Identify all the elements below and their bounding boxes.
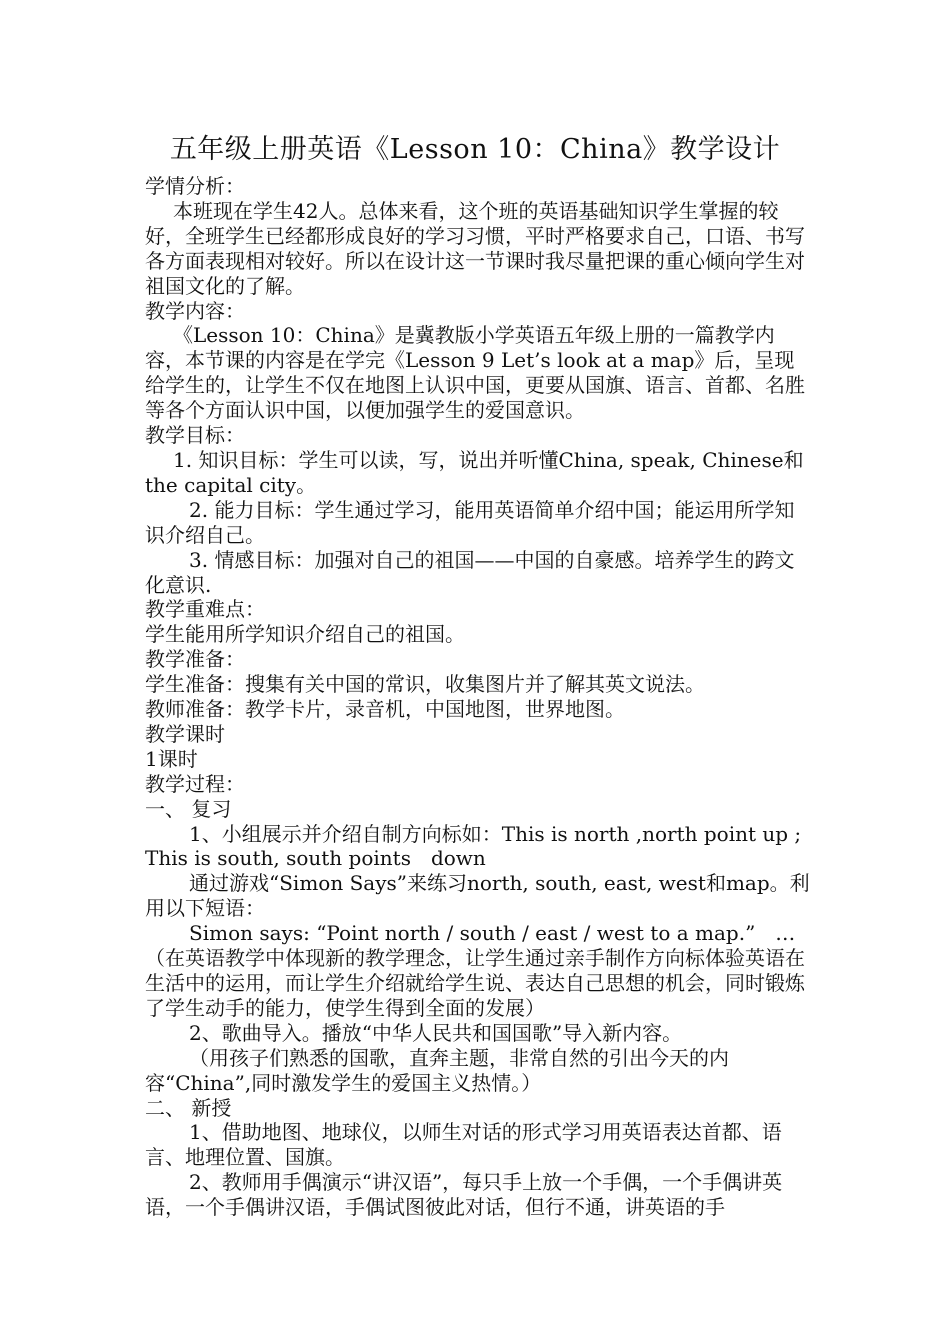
- paragraph-content: 《Lesson 10：China》是冀教版小学英语五年级上册的一篇教学内容，本节课的内容是在学完《Lesson 9 Let’s look at a map》后，呈现给学生的，让学生不仅在地图上认识中国，更要从国旗、语言、首都、名胜等各个方面认识中国，以便加强学生的爱国意识。: [145, 323, 805, 423]
- section-heading-content: 教学内容：: [145, 298, 245, 323]
- section-heading-objectives: 教学目标：: [145, 423, 245, 448]
- paragraph-student-preparation: 学生准备：搜集有关中国的常识，收集图片并了解其英文说法。: [145, 672, 705, 697]
- section-heading-class-hours: 教学课时: [145, 721, 225, 746]
- step-review-simon-says: Simon says: “Point north / south / east / west to a map.” …（在英语教学中体现新的教学理念，让学生通过亲手制作方向标体验英语在生活中的运用，而让学生介绍就给学生说、表达自己思想的机会，同时锻炼了学生动手的能力，使学生得到全面的发展）: [145, 921, 805, 1020]
- section-heading-preparation: 教学准备：: [145, 647, 245, 672]
- document-body: [145, 174, 810, 1220]
- section-heading-key-points: 教学重难点：: [145, 597, 265, 622]
- paragraph-teacher-preparation: 教师准备：教学卡片，录音机，中国地图，世界地图。: [145, 697, 625, 722]
- paragraph-student-analysis: 本班现在学生42人。总体来看，这个班的英语基础知识学生掌握的较好，全班学生已经都形成良好的学习习惯，平时严格要求自己，口语、书写各方面表现相对较好。所以在设计这一节课时我尽量把课的重心倾向学生对祖国文化的了解。: [145, 198, 805, 298]
- step-new-item-1: 1、借助地图、地球仪，以师生对话的形式学习用英语表达首都、语言、地理位置、国旗。: [145, 1120, 782, 1170]
- paragraph-key-points: 学生能用所学知识介绍自己的祖国。: [145, 622, 465, 647]
- objective-knowledge: 1. 知识目标：学生可以读，写，说出并听懂China, speak, Chinese和the capital city。: [145, 447, 804, 497]
- step-heading-new-teaching: 二、 新授: [145, 1095, 232, 1120]
- section-heading-student-analysis: 学情分析：: [145, 174, 245, 198]
- objective-emotion: 3. 情感目标：加强对自己的祖国——中国的自豪感。培养学生的跨文化意识.: [145, 547, 795, 597]
- step-review-game: 通过游戏“Simon Says”来练习north, south, east, west和map。利用以下短语：: [145, 871, 810, 921]
- step-review-note: （用孩子们熟悉的国歌，直奔主题，非常自然的引出今天的内容“China”,同时激发学生的爱国主义热情。）: [145, 1045, 729, 1095]
- step-heading-review: 一、 复习: [145, 796, 232, 821]
- step-review-item-1: 1、小组展示并介绍自制方向标如：This is north ,north point up ; This is south, south points down: [145, 821, 802, 871]
- section-heading-process: 教学过程：: [145, 771, 245, 796]
- objective-ability: 2. 能力目标：学生通过学习，能用英语简单介绍中国；能运用所学知识介绍自己。: [145, 497, 795, 547]
- paragraph-class-hours: 1课时: [145, 746, 198, 771]
- step-review-item-2: 2、歌曲导入。播放“中华人民共和国国歌”导入新内容。: [189, 1020, 683, 1045]
- step-new-item-2: 2、教师用手偶演示“讲汉语”，每只手上放一个手偶，一个手偶讲英语，一个手偶讲汉语，手偶试图彼此对话，但行不通，讲英语的手: [145, 1170, 783, 1220]
- document-title: 五年级上册英语《Lesson 10：China》教学设计: [169, 134, 781, 165]
